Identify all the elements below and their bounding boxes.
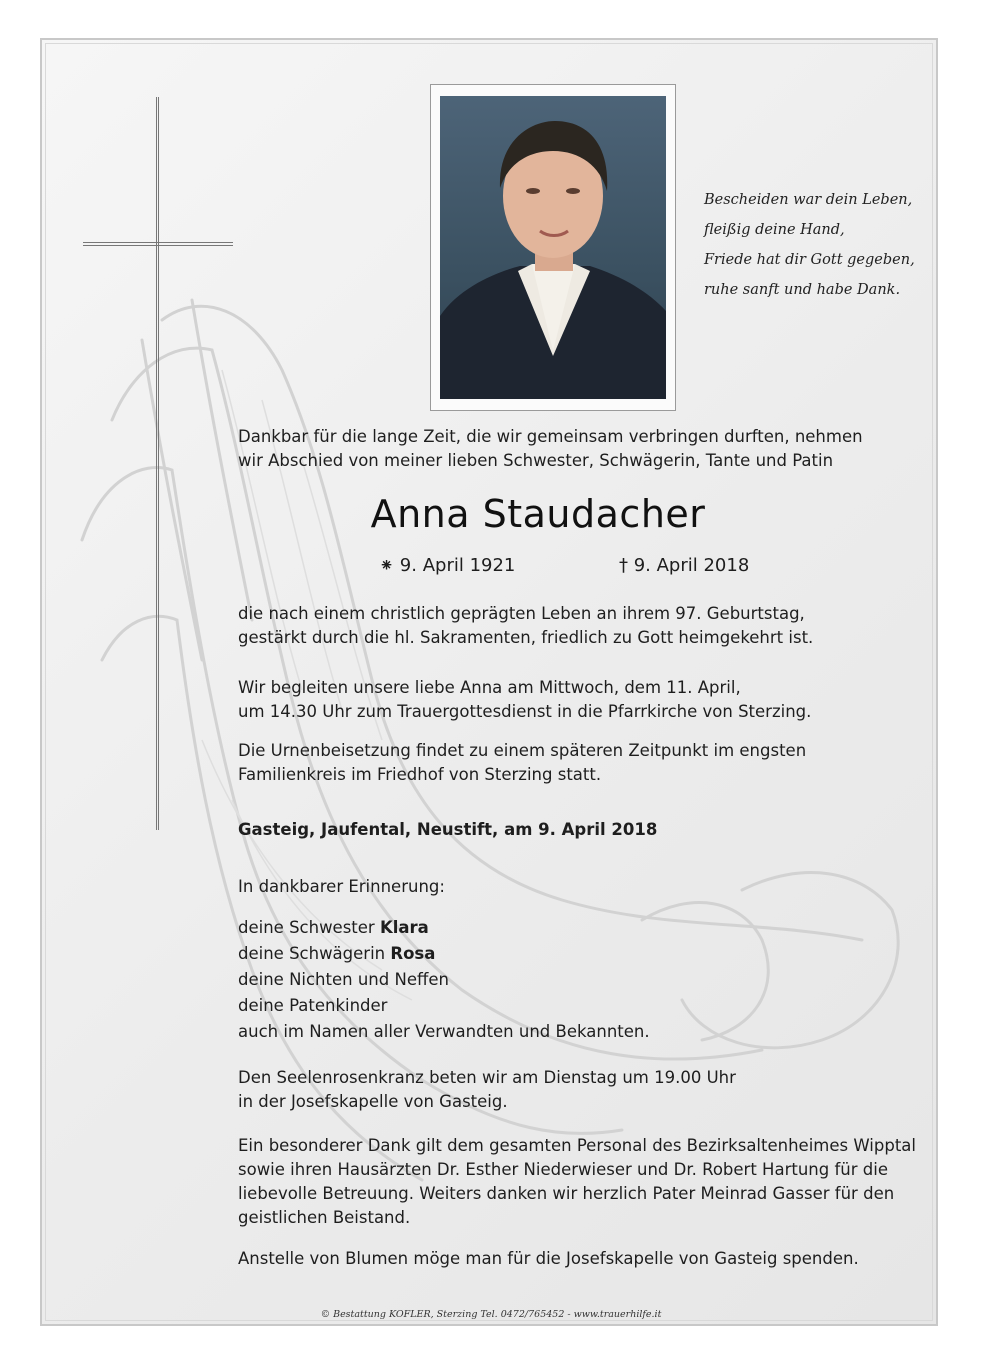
mourner-godchildren: deine Patenkinder (238, 996, 388, 1015)
mourner-name: Rosa (390, 944, 436, 963)
cross-vertical-bar (156, 97, 159, 830)
cross-horizontal-bar (83, 242, 233, 246)
thanks-notice (238, 1134, 916, 1230)
rosary-notice (238, 1066, 908, 1114)
poem-line: Bescheiden war dein Leben, (704, 192, 913, 208)
mourner-relation: deine Schwester (238, 918, 380, 937)
funeral-notice (238, 676, 908, 724)
footer-credit: © Bestattung KOFLER, Sterzing Tel. 0472/765452 - www.trauerhilfe.it (320, 1309, 662, 1320)
intro-text (238, 425, 908, 473)
mourners-heading: In dankbarer Erinnerung: (238, 877, 445, 896)
thanks-line: liebevolle Betreuung. Weiters danken wir herzlich Pater Meinrad Gasser für den (238, 1184, 895, 1203)
portrait-photo (440, 96, 666, 399)
urn-line: Die Urnenbeisetzung findet zu einem späteren Zeitpunkt im engsten (238, 741, 807, 760)
rosary-line: in der Josefskapelle von Gasteig. (238, 1092, 508, 1111)
thanks-line: Ein besonderer Dank gilt dem gesamten Personal des Bezirksaltenheimes Wipptal (238, 1136, 916, 1155)
portrait-frame (430, 84, 676, 411)
mourner-name: Klara (379, 918, 429, 937)
thanks-line: geistlichen Beistand. (238, 1208, 411, 1227)
poem-line: fleißig deine Hand, (704, 222, 845, 238)
death-notice (238, 602, 908, 650)
obituary-sheet (40, 38, 938, 1326)
donation-notice: Anstelle von Blumen möge man für die Josefskapelle von Gasteig spenden. (238, 1249, 859, 1268)
death-date: † 9. April 2018 (619, 555, 750, 576)
mourner-relation: deine Schwägerin (238, 944, 391, 963)
deceased-name: Anna Staudacher (370, 492, 706, 536)
portrait-illustration (440, 96, 666, 399)
mourner-relatives: auch im Namen aller Verwandten und Bekannten. (238, 1022, 650, 1041)
birth-date: ⁕ 9. April 1921 (379, 555, 516, 576)
funeral-line: Wir begleiten unsere liebe Anna am Mittwoch, dem 11. April, (238, 678, 741, 697)
urn-notice (238, 739, 908, 787)
intro-line: wir Abschied von meiner lieben Schwester, Schwägerin, Tante und Patin (238, 451, 834, 470)
mourners-list (238, 916, 908, 1044)
poem-line: Friede hat dir Gott gegeben, (704, 252, 915, 268)
urn-line: Familienkreis im Friedhof von Sterzing statt. (238, 765, 602, 784)
thanks-line: sowie ihren Hausärzten Dr. Esther Niederwieser und Dr. Robert Hartung für die (238, 1160, 888, 1179)
mourner-nieces: deine Nichten und Neffen (238, 970, 449, 989)
poem (704, 185, 924, 305)
poem-line: ruhe sanft und habe Dank. (704, 282, 901, 298)
mourner-sister (238, 916, 908, 940)
intro-line: Dankbar für die lange Zeit, die wir gemeinsam verbringen durften, nehmen (238, 427, 863, 446)
rosary-line: Den Seelenrosenkranz beten wir am Dienstag um 19.00 Uhr (238, 1068, 736, 1087)
mourner-sister-in-law (238, 942, 908, 966)
funeral-line: um 14.30 Uhr zum Trauergottesdienst in die Pfarrkirche von Sterzing. (238, 702, 812, 721)
death-notice-line: die nach einem christlich geprägten Leben an ihrem 97. Geburtstag, (238, 604, 805, 623)
place-and-date: Gasteig, Jaufental, Neustift, am 9. April 2018 (238, 820, 658, 839)
death-notice-line: gestärkt durch die hl. Sakramenten, friedlich zu Gott heimgekehrt ist. (238, 628, 814, 647)
